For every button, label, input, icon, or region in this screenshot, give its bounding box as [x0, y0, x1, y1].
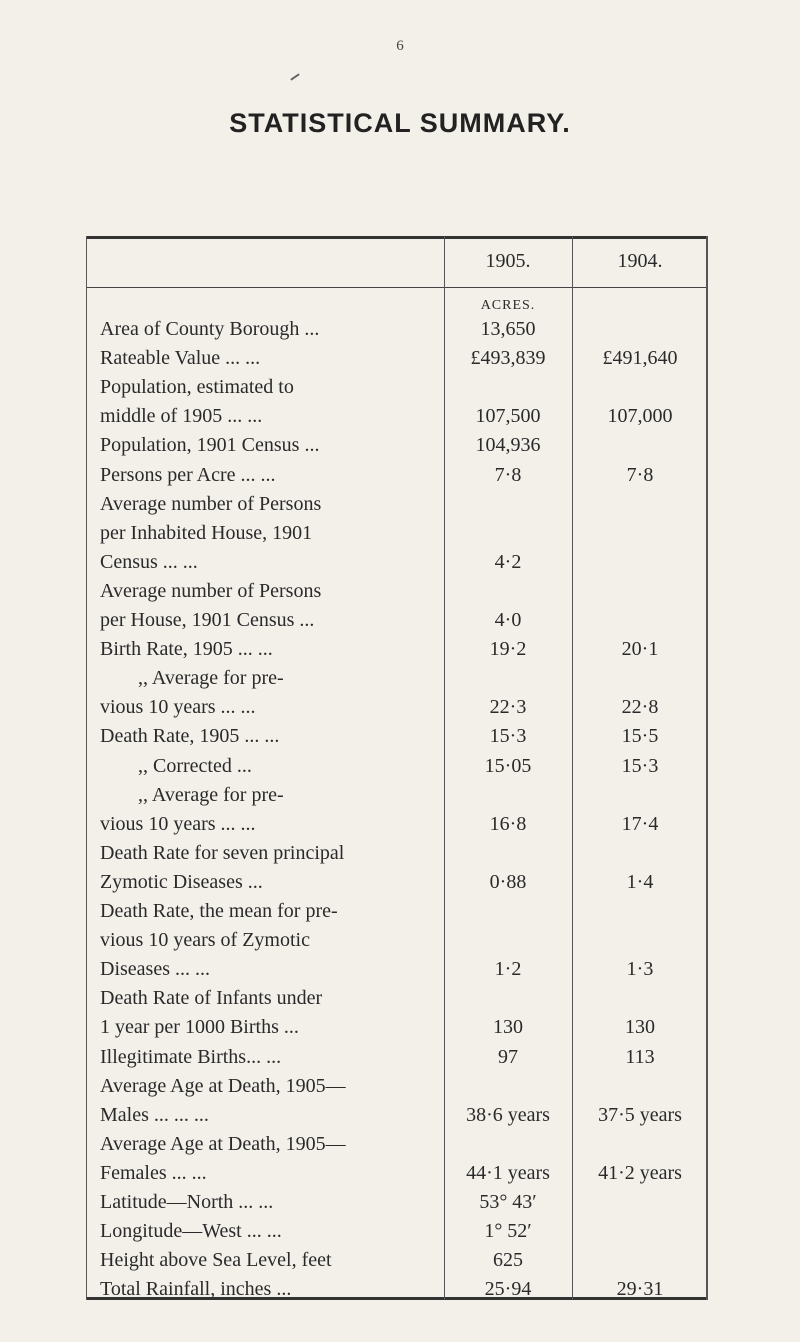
table-row — [86, 607, 708, 633]
row-label: Average number of Persons — [100, 492, 322, 515]
value-1904: 107,000 — [607, 405, 673, 428]
value-1905: 1·2 — [494, 958, 522, 981]
value-1905: 0·88 — [489, 870, 527, 893]
table-row — [86, 753, 708, 779]
column-header-1904: 1904. — [617, 250, 663, 272]
table-row — [86, 345, 708, 371]
value-1904: 29·31 — [616, 1278, 664, 1301]
row-label: Average Age at Death, 1905— — [100, 1132, 346, 1155]
page-title: STATISTICAL SUMMARY. — [229, 108, 571, 138]
value-1904: 7·8 — [626, 463, 654, 486]
row-label: Death Rate, 1905 ... ... — [100, 725, 280, 748]
row-label: ,, Average for pre- — [138, 667, 284, 690]
row-label: ,, Corrected ... — [138, 754, 252, 777]
value-1904: 113 — [625, 1045, 655, 1068]
value-1905: 13,650 — [480, 318, 536, 340]
row-label: Diseases ... ... — [100, 958, 210, 981]
value-1905: 130 — [493, 1016, 523, 1039]
value-1904: 15·3 — [621, 754, 659, 777]
value-1904: 17·4 — [621, 812, 659, 835]
value-1904: 20·1 — [621, 638, 659, 661]
table-row — [86, 403, 708, 429]
value-1904: 15·5 — [621, 725, 659, 748]
table-row — [86, 665, 708, 691]
row-label: vious 10 years of Zymotic — [100, 929, 310, 952]
value-1905: 625 — [493, 1249, 523, 1272]
table-row — [86, 1189, 708, 1215]
table-row — [86, 462, 708, 488]
value-1904: 37·5 years — [598, 1103, 682, 1126]
table-row — [86, 1218, 708, 1244]
row-label: Zymotic Diseases ... — [100, 870, 263, 893]
row-label: Average number of Persons — [100, 579, 322, 602]
table-row — [86, 316, 708, 342]
row-label: Death Rate of Infants under — [100, 987, 323, 1010]
row-label: Height above Sea Level, feet — [100, 1249, 332, 1272]
table-row — [86, 811, 708, 837]
table-row — [86, 374, 708, 400]
table-row — [86, 1131, 708, 1157]
table-row — [86, 869, 708, 895]
row-label: Longitude—West ... ... — [100, 1220, 282, 1243]
row-label: Population, estimated to — [100, 376, 294, 399]
value-1905: £493,839 — [470, 347, 546, 370]
value-1905: 15·3 — [489, 725, 527, 748]
table-row — [86, 723, 708, 749]
value-1905: 25·94 — [484, 1278, 532, 1301]
value-1904: 22·8 — [621, 696, 659, 719]
table-row — [86, 782, 708, 808]
value-1905: 4·0 — [494, 609, 522, 631]
row-label: vious 10 years ... ... — [100, 812, 256, 835]
row-label: Latitude—North ... ... — [100, 1191, 274, 1213]
table-row — [86, 636, 708, 662]
value-1905: 97 — [498, 1045, 518, 1068]
row-label: Population, 1901 Census ... — [100, 434, 320, 457]
value-1905: 19·2 — [489, 638, 527, 661]
table-row — [86, 927, 708, 953]
value-1904: 41·2 years — [598, 1161, 682, 1184]
table-header-rule — [86, 287, 708, 288]
row-label: Average Age at Death, 1905— — [100, 1074, 346, 1097]
table-row — [86, 1160, 708, 1186]
row-label: Census ... ... — [100, 550, 198, 573]
row-label: Females ... ... — [100, 1161, 207, 1184]
value-1905: 22·3 — [489, 696, 527, 719]
value-1904: 1·4 — [626, 870, 654, 893]
value-1905: 53° 43′ — [479, 1191, 537, 1213]
print-mark — [290, 73, 299, 80]
table-top-rule — [86, 236, 708, 239]
value-1904: £491,640 — [602, 347, 678, 370]
value-1905: 4·2 — [494, 550, 522, 573]
value-1905: 38·6 years — [466, 1103, 550, 1126]
row-label: Death Rate for seven principal — [100, 841, 345, 864]
value-1905: 15·05 — [484, 754, 532, 777]
row-label: Birth Rate, 1905 ... ... — [100, 638, 273, 661]
table-row — [86, 1247, 708, 1273]
row-label: Rateable Value ... ... — [100, 347, 261, 370]
table-row — [86, 1276, 708, 1302]
table-row — [86, 1044, 708, 1070]
table-row — [86, 985, 708, 1011]
table-row — [86, 898, 708, 924]
row-label: Area of County Borough ... — [100, 318, 320, 340]
value-1904: 130 — [625, 1016, 655, 1039]
row-label: Total Rainfall, inches ... — [100, 1278, 292, 1301]
value-1905: 107,500 — [475, 405, 541, 428]
table-row — [86, 1102, 708, 1128]
units-note: ACRES. — [480, 298, 536, 313]
row-label: Persons per Acre ... ... — [100, 463, 276, 486]
value-1905: 44·1 years — [466, 1161, 550, 1184]
statistics-table — [86, 236, 708, 1300]
row-label: vious 10 years ... ... — [100, 696, 256, 719]
table-row — [86, 491, 708, 517]
table-row — [86, 956, 708, 982]
table-row — [86, 694, 708, 720]
page-number: 6 — [396, 38, 404, 54]
row-label: Illegitimate Births... ... — [100, 1045, 282, 1068]
value-1905: 1° 52′ — [484, 1220, 532, 1243]
table-row — [86, 432, 708, 458]
row-label: per House, 1901 Census ... — [100, 609, 315, 631]
value-1905: 16·8 — [489, 812, 527, 835]
table-row — [86, 840, 708, 866]
row-label: ,, Average for pre- — [138, 783, 284, 806]
row-label: 1 year per 1000 Births ... — [100, 1016, 299, 1039]
value-1905: 104,936 — [475, 434, 541, 457]
row-label: Males ... ... ... — [100, 1103, 209, 1126]
column-header-1905: 1905. — [485, 250, 531, 272]
row-label: middle of 1905 ... ... — [100, 405, 263, 428]
table-row — [86, 520, 708, 546]
row-label: per Inhabited House, 1901 — [100, 521, 313, 544]
table-row — [86, 549, 708, 575]
table-row — [86, 1014, 708, 1040]
table-row — [86, 1073, 708, 1099]
table-row — [86, 578, 708, 604]
value-1904: 1·3 — [626, 958, 654, 981]
value-1905: 7·8 — [494, 463, 522, 486]
row-label: Death Rate, the mean for pre- — [100, 900, 338, 922]
